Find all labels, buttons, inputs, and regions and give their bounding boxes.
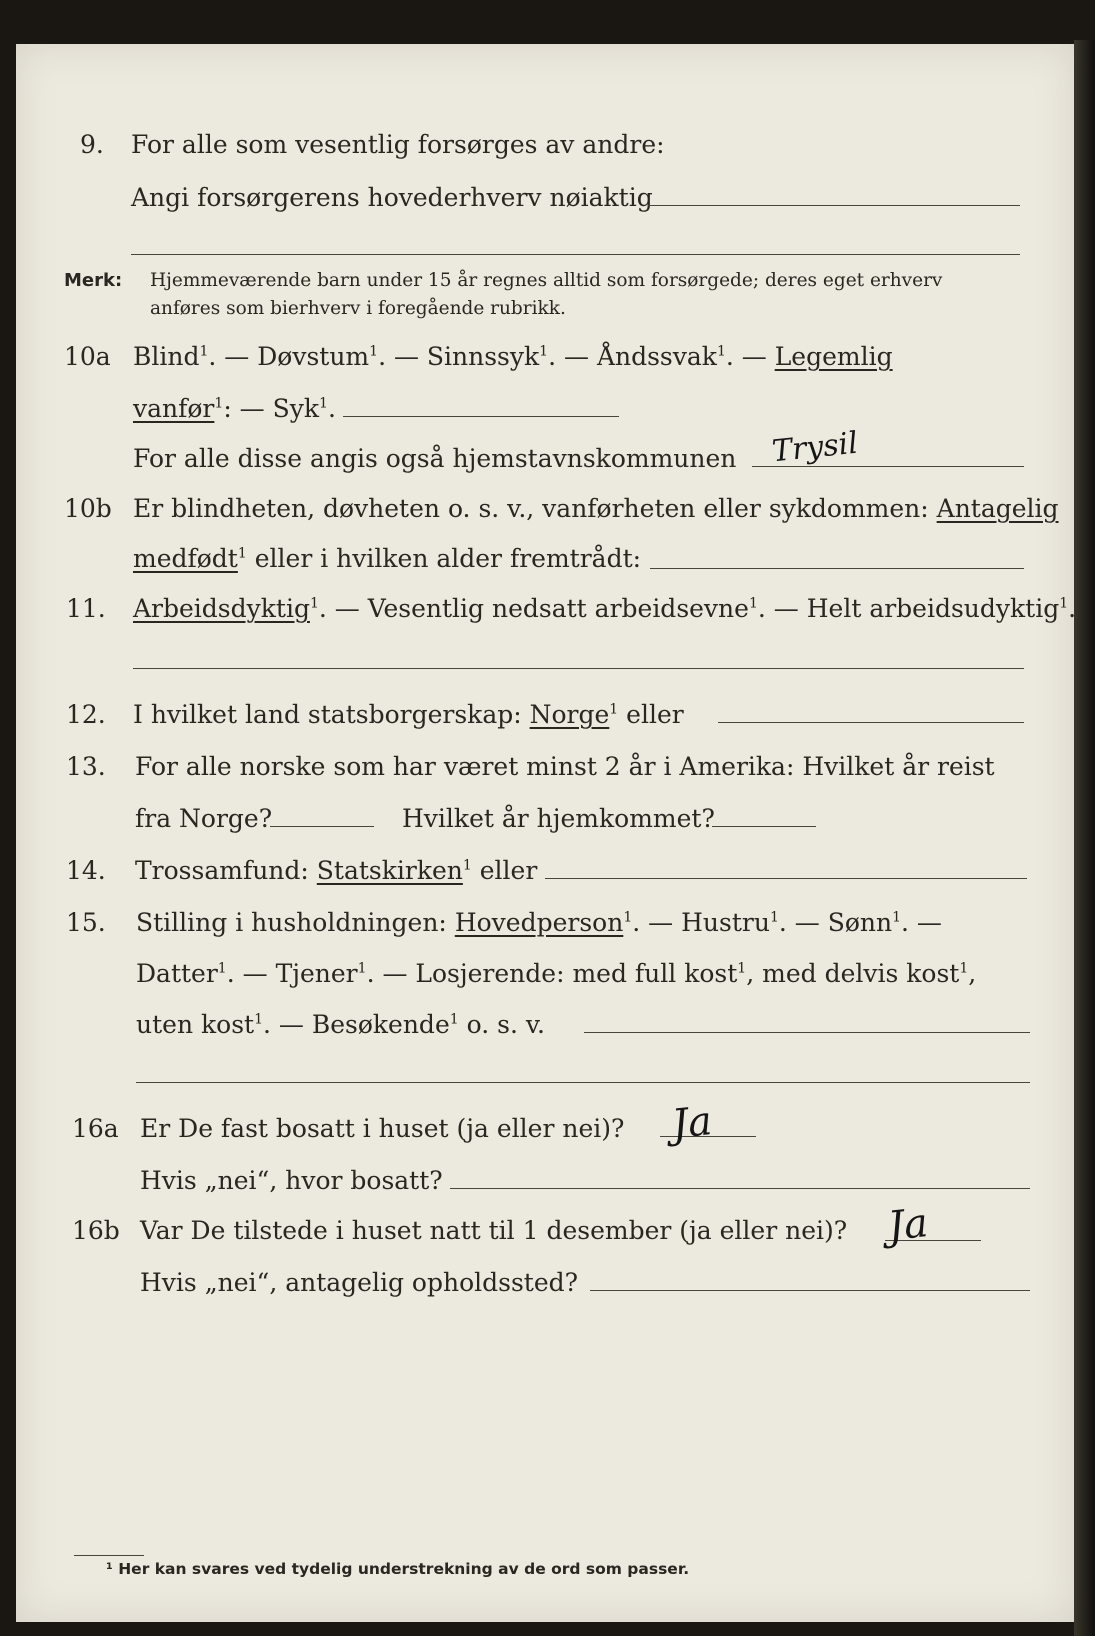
q16b-line1: Var De tilstede i huset natt til 1 desember (ja eller nei)? bbox=[140, 1216, 848, 1245]
q16a-number: 16a bbox=[72, 1114, 119, 1143]
q10a-line2: vanfør$^1$: — Syk$^1$. bbox=[133, 394, 336, 423]
q16b-opholdssted-line[interactable] bbox=[590, 1290, 1030, 1291]
q15-answer-line-2[interactable] bbox=[136, 1082, 1030, 1083]
q10a-line3: For alle disse angis også hjemstavnskommunen bbox=[133, 444, 737, 473]
q14-number: 14. bbox=[66, 856, 106, 885]
q10b-answer-line[interactable] bbox=[650, 568, 1024, 569]
opt-datter[interactable]: Datter bbox=[136, 959, 218, 988]
opt-besokende[interactable]: Besøkende bbox=[311, 1010, 450, 1039]
footnote bbox=[106, 1560, 689, 1578]
q12-eller: eller bbox=[626, 700, 684, 729]
q15-line2: Datter$^1$. — Tjener$^1$. — Losjerende: med full kost$^1$, med delvis kost$^1$, bbox=[136, 959, 977, 988]
q13-reist-line[interactable] bbox=[270, 826, 374, 827]
opt-hovedperson[interactable]: Hovedperson bbox=[454, 908, 624, 937]
opt-vanfor[interactable]: vanfør bbox=[133, 394, 215, 423]
q10b-line2-rest: eller i hvilken alder fremtrådt: bbox=[254, 544, 642, 573]
q16a-bosatt-line[interactable] bbox=[450, 1188, 1030, 1189]
q15-osv: o. s. v. bbox=[466, 1010, 545, 1039]
q16b-line2: Hvis „nei“, antagelig opholdssted? bbox=[140, 1268, 579, 1297]
q13-line2b: Hvilket år hjemkommet? bbox=[402, 804, 715, 833]
opt-statskirken[interactable]: Statskirken bbox=[316, 856, 463, 885]
q16a-line1: Er De fast bosatt i huset (ja eller nei)? bbox=[140, 1114, 625, 1143]
q15-number: 15. bbox=[66, 908, 106, 937]
q12-line: I hvilket land statsborgerskap: Norge$^1$ eller bbox=[133, 700, 684, 729]
handwritten-ja-16b: Ja bbox=[885, 1200, 931, 1250]
q12-answer-line[interactable] bbox=[718, 722, 1024, 723]
opt-delvis-kost[interactable]: med delvis kost bbox=[762, 959, 960, 988]
q11-number: 11. bbox=[66, 594, 106, 623]
opt-uten-kost[interactable]: uten kost bbox=[136, 1010, 255, 1039]
opt-norge[interactable]: Norge bbox=[529, 700, 610, 729]
q15-answer-line[interactable] bbox=[584, 1032, 1030, 1033]
q9-answer-line[interactable] bbox=[648, 205, 1020, 206]
q10a-line1: Blind$^1$. — Døvstum$^1$. — Sinnssyk$^1$. — Åndssvak$^1$. — Legemlig bbox=[133, 342, 893, 371]
q13-line1: For alle norske som har været minst 2 år i Amerika: Hvilket år reist bbox=[135, 752, 995, 781]
q14-answer-line[interactable] bbox=[545, 878, 1027, 879]
q10b-text: Er blindheten, døvheten o. s. v., vanførheten eller sykdommen: bbox=[133, 494, 929, 523]
q12-number: 12. bbox=[66, 700, 106, 729]
q10a-number: 10a bbox=[64, 342, 111, 371]
footnote-mark: ¹ bbox=[106, 1560, 113, 1578]
q15-line1: Stilling i husholdningen: Hovedperson$^1$. — Hustru$^1$. — Sønn$^1$. — bbox=[136, 908, 942, 937]
opt-syk[interactable]: Syk bbox=[272, 394, 320, 423]
q14-eller: eller bbox=[479, 856, 538, 885]
opt-legemlig[interactable]: Legemlig bbox=[774, 342, 893, 371]
scan-edge bbox=[1074, 40, 1095, 1636]
q16b-number: 16b bbox=[72, 1216, 120, 1245]
q16a-line2: Hvis „nei“, hvor bosatt? bbox=[140, 1166, 443, 1195]
opt-dovstum[interactable]: Døvstum bbox=[257, 342, 370, 371]
opt-arbeidsdyktig[interactable]: Arbeidsdyktig bbox=[133, 594, 310, 623]
opt-medfodt[interactable]: medfødt bbox=[133, 544, 238, 573]
merk-note bbox=[64, 266, 122, 296]
footnote-rule bbox=[74, 1555, 144, 1556]
opt-sonn[interactable]: Sønn bbox=[827, 908, 893, 937]
q15-losjerende: Losjerende: bbox=[415, 959, 565, 988]
q9-line1: For alle som vesentlig forsørges av andre: bbox=[131, 130, 665, 159]
opt-blind[interactable]: Blind bbox=[133, 342, 200, 371]
q10b-line2: medfødt$^1$ eller i hvilken alder fremtrådt: bbox=[133, 544, 642, 573]
opt-full-kost[interactable]: med full kost bbox=[572, 959, 738, 988]
q10b-line1 bbox=[133, 494, 1059, 524]
q10b-number: 10b bbox=[64, 494, 112, 523]
q13-hjemkommet-line[interactable] bbox=[712, 826, 816, 827]
opt-sinnssyk[interactable]: Sinnssyk bbox=[426, 342, 540, 371]
opt-antagelig[interactable]: Antagelig bbox=[936, 494, 1059, 523]
handwritten-ja-16a: Ja bbox=[669, 1098, 715, 1148]
q13-line2a: fra Norge? bbox=[135, 804, 273, 833]
q10a-syk-line[interactable] bbox=[343, 416, 619, 417]
handwritten-trysil: Trysil bbox=[770, 425, 860, 470]
q11-answer-line[interactable] bbox=[133, 668, 1024, 669]
q15-line3: uten kost$^1$. — Besøkende$^1$ o. s. v. bbox=[136, 1010, 545, 1039]
q15-text: Stilling i husholdningen: bbox=[136, 908, 447, 937]
q14-line: Trossamfund: Statskirken$^1$ eller bbox=[135, 856, 538, 885]
opt-tjener[interactable]: Tjener bbox=[275, 959, 358, 988]
merk-line1: Hjemmeværende barn under 15 år regnes alltid som forsørgede; deres eget erhverv bbox=[150, 270, 943, 291]
opt-nedsatt[interactable]: Vesentlig nedsatt arbeidsevne bbox=[367, 594, 749, 623]
q11-line: Arbeidsdyktig$^1$. — Vesentlig nedsatt arbeidsevne$^1$. — Helt arbeidsudyktig$^1$. bbox=[133, 594, 1077, 623]
q9-number: 9. bbox=[80, 130, 104, 159]
q9-answer-line-2[interactable] bbox=[131, 254, 1020, 255]
merk-line2: anføres som bierhverv i foregående rubrikk. bbox=[150, 298, 566, 319]
q9-line2: Angi forsørgerens hovederhverv nøiaktig bbox=[131, 183, 653, 212]
merk-label: Merk: bbox=[64, 270, 123, 291]
opt-hustru[interactable]: Hustru bbox=[681, 908, 770, 937]
opt-andssvak[interactable]: Åndssvak bbox=[596, 342, 717, 371]
footnote-text: Her kan svares ved tydelig understrekning av de ord som passer. bbox=[118, 1560, 690, 1578]
q14-text: Trossamfund: bbox=[135, 856, 309, 885]
q13-number: 13. bbox=[66, 752, 106, 781]
q12-text: I hvilket land statsborgerskap: bbox=[133, 700, 522, 729]
opt-udyktig[interactable]: Helt arbeidsudyktig bbox=[806, 594, 1060, 623]
